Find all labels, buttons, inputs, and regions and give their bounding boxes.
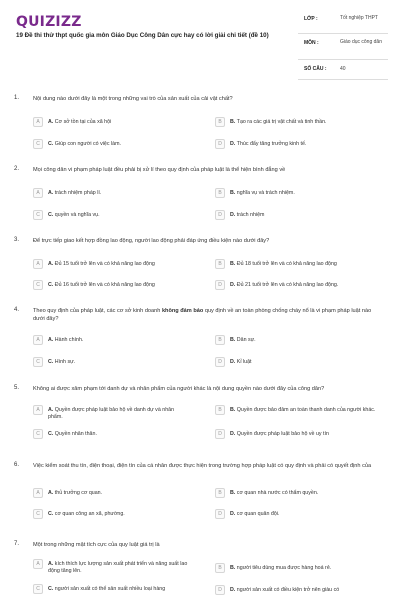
quizizz-logo: QUIZIZZ (16, 14, 82, 30)
option-letter-box: C (33, 357, 43, 367)
option-letter-box: A (33, 259, 43, 269)
option-b[interactable] (215, 563, 370, 573)
option-letter-box: B (215, 259, 225, 269)
option-text: B. người tiêu dùng mua được hàng hoá rẻ. (230, 564, 332, 571)
option-b[interactable] (215, 259, 395, 269)
option-letter-box: D (215, 509, 225, 519)
question-text: Để trực tiếp giao kết hợp đồng lao động, người lao động phải đáp ứng điều kiện nào dưới đây? (33, 238, 270, 244)
option-a[interactable] (33, 405, 188, 421)
option-letter-box: D (215, 429, 225, 439)
option-b[interactable] (215, 117, 370, 127)
option-text: A. trách nhiệm pháp lí. (48, 189, 102, 196)
question-number: 5. (14, 385, 20, 391)
option-letter-box: A (33, 117, 43, 127)
option-letter-box: D (215, 585, 225, 595)
meta-row-class (298, 10, 388, 34)
option-letter-box: B (215, 405, 225, 415)
option-d[interactable] (215, 429, 390, 439)
option-text: C. cơ quan công an xã, phường. (48, 510, 125, 517)
option-c[interactable] (33, 280, 208, 290)
question-text: Nội dung nào dưới đây là một trong những vai trò của sản xuất của cải vật chất? (33, 96, 233, 102)
option-letter-box: D (215, 280, 225, 290)
option-b[interactable] (215, 405, 380, 415)
option-c[interactable] (33, 357, 188, 367)
option-a[interactable] (33, 117, 188, 127)
option-letter-box: B (215, 188, 225, 198)
option-text: D. trách nhiệm (230, 211, 265, 218)
option-letter-box: C (33, 429, 43, 439)
option-text: D. Thúc đẩy tăng trưởng kinh tế. (230, 140, 307, 147)
page-title: 19 Đề thi thử thpt quốc gia môn Giáo Dục Công Dân cực hay có lời giải chi tiết (đề 10) (16, 32, 269, 39)
question-number: 1. (14, 95, 20, 101)
meta-label: MÔN : (304, 40, 319, 46)
option-d[interactable] (215, 210, 370, 220)
meta-value: Giáo dục công dân (340, 39, 382, 45)
question-text: Theo quy định của pháp luật, các cơ sở kinh doanh không đảm bảo quy định về an toàn phòng chống cháy nổ là vi phạm pháp luật nào dưới đây? (33, 308, 372, 322)
option-text: C. quyền và nghĩa vụ. (48, 211, 100, 218)
meta-label: LỚP : (304, 16, 318, 22)
option-letter-box: C (33, 584, 43, 594)
meta-value: Tốt nghiệp THPT (340, 15, 378, 21)
option-text: A. Hành chính. (48, 336, 84, 343)
question-text: Không ai được xâm phạm tới danh dự và nhân phẩm của người khác là nội dung quyền nào dưới đây của công dân? (33, 386, 325, 392)
option-letter-box: C (33, 509, 43, 519)
option-text: B. nghĩa vụ và trách nhiệm. (230, 189, 295, 196)
meta-value: 40 (340, 66, 346, 72)
option-letter-box: D (215, 357, 225, 367)
option-text: D. người sản xuất có điều kiện trở nên giàu có (230, 586, 340, 593)
option-text: B. Dân sự. (230, 336, 256, 343)
option-a[interactable] (33, 335, 188, 345)
option-c[interactable] (33, 429, 188, 439)
option-letter-box: A (33, 488, 43, 498)
question-number: 6. (14, 462, 20, 468)
worksheet-meta (298, 10, 388, 80)
question-text: Một trong những mặt tích cực của quy luật giá trị là (33, 542, 160, 548)
option-letter-box: B (215, 563, 225, 573)
option-text: B. Tạo ra các giá trị vật chất và tinh thần. (230, 118, 327, 125)
option-c[interactable] (33, 509, 188, 519)
option-d[interactable] (215, 509, 370, 519)
option-c[interactable] (33, 139, 188, 149)
question-number: 2. (14, 166, 20, 172)
question-number: 3. (14, 237, 20, 243)
option-text: A. kích thích lực lượng sản xuất phát triển và năng suất lao động tăng lên. (48, 560, 188, 574)
option-letter-box: C (33, 139, 43, 149)
meta-row-subject (298, 34, 388, 60)
option-text: D. cơ quan quân đội. (230, 510, 280, 517)
question-number: 7. (14, 541, 20, 547)
option-d[interactable] (215, 585, 390, 595)
option-letter-box: A (33, 335, 43, 345)
option-b[interactable] (215, 335, 370, 345)
option-b[interactable] (215, 188, 370, 198)
option-text: C. người sản xuất có thể sản xuất nhiều loại hàng (48, 585, 166, 592)
option-text: D. Kỉ luật (230, 358, 252, 365)
worksheet-header (0, 0, 400, 85)
option-d[interactable] (215, 139, 370, 149)
option-text: A. Đủ 15 tuổi trở lên và có khả năng lao động (48, 260, 155, 267)
option-a[interactable] (33, 488, 188, 498)
option-a[interactable] (33, 559, 198, 575)
option-a[interactable] (33, 188, 188, 198)
option-letter-box: C (33, 210, 43, 220)
option-text: C. Hình sự. (48, 358, 76, 365)
option-letter-box: D (215, 210, 225, 220)
option-c[interactable] (33, 210, 188, 220)
meta-label: SỐ CÂU : (304, 66, 327, 72)
option-text: C. Giúp con người có việc làm. (48, 140, 121, 147)
option-text: A. Cơ sở tồn tại của xã hội (48, 118, 112, 125)
option-text: B. Đủ 18 tuổi trở lên và có khả năng lao động (230, 260, 337, 267)
meta-row-count (298, 60, 388, 80)
option-letter-box: B (215, 488, 225, 498)
option-text: D. Quyền được pháp luật bảo hộ về uy tín (230, 430, 329, 437)
option-text: C. Quyền nhân thân. (48, 430, 97, 437)
option-letter-box: A (33, 405, 43, 415)
option-letter-box: B (215, 335, 225, 345)
option-b[interactable] (215, 488, 370, 498)
option-text: B. cơ quan nhà nước có thẩm quyền. (230, 489, 319, 496)
option-letter-box: A (33, 559, 43, 569)
option-a[interactable] (33, 259, 208, 269)
option-text: D. Đủ 21 tuổi trở lên và có khả năng lao động. (230, 281, 339, 288)
option-text: A. thủ trưởng cơ quan. (48, 489, 103, 496)
option-text: B. Quyền được bảo đảm an toàn thanh danh của người khác. (230, 406, 376, 413)
option-letter-box: B (215, 117, 225, 127)
option-text: A. Quyền được pháp luật bảo hộ về danh dự và nhân phẩm. (48, 406, 175, 420)
question-number: 4. (14, 307, 20, 313)
question-text: Việc kiểm soát thu tín, điện thoại, điện tín của cá nhân được thực hiện trong trường hợp pháp luật có quy định và phải có quyết định của (33, 463, 372, 469)
option-d[interactable] (215, 280, 395, 290)
option-letter-box: A (33, 188, 43, 198)
option-d[interactable] (215, 357, 370, 367)
option-c[interactable] (33, 584, 198, 594)
question-text: Mọi công dân vi phạm pháp luật đều phải bị xử lí theo quy định của pháp luật là thể hiện bình đẳng về (33, 167, 286, 173)
option-text: C. Đủ 16 tuổi trở lên và có khả năng lao động (48, 281, 155, 288)
option-letter-box: D (215, 139, 225, 149)
option-letter-box: C (33, 280, 43, 290)
